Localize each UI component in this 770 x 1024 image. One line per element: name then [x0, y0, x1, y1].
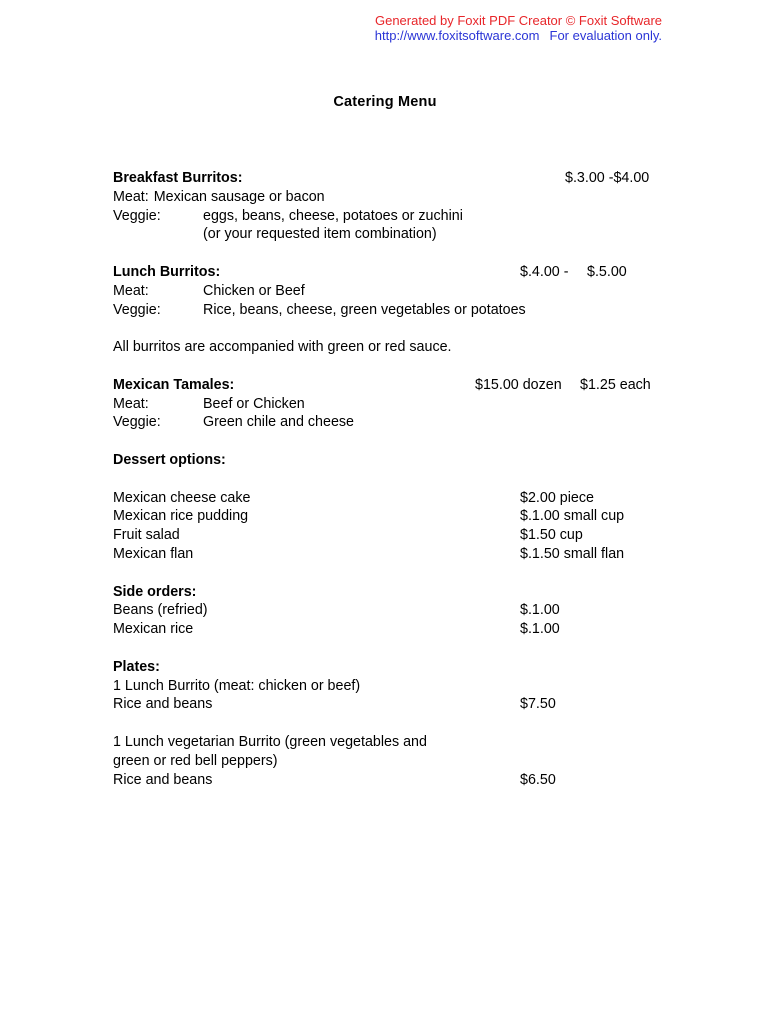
plate1-description: 1 Lunch Burrito (meat: chicken or beef): [113, 677, 361, 694]
foxit-watermark: [375, 13, 662, 43]
lunch-meat-label: Meat:: [113, 282, 149, 299]
tamales-meat-row: [113, 395, 673, 414]
lunch-price-high: $.5.00: [587, 263, 627, 280]
plate2-line2-row: [113, 752, 673, 771]
dessert-item-name: Mexican rice pudding: [113, 508, 249, 525]
tamales-meat-label: Meat:: [113, 395, 149, 412]
dessert-item-price: $.1.00 small cup: [520, 508, 625, 525]
lunch-meat-value: Chicken or Beef: [203, 282, 305, 299]
breakfast-heading: Breakfast Burritos:: [113, 170, 243, 186]
lunch-veggie-row: [113, 301, 673, 320]
plate2-line1-row: [113, 733, 673, 752]
watermark-generator-text: Generated by Foxit PDF Creator © Foxit Software: [374, 13, 662, 28]
tamales-meat-value: Beef or Chicken: [203, 395, 305, 412]
list-item: [113, 601, 673, 620]
dessert-item-price: $.1.50 small flan: [520, 545, 625, 562]
breakfast-veggie-row: [113, 207, 673, 226]
sauce-note-row: [113, 338, 673, 357]
tamales-price-dozen: $15.00 dozen: [475, 376, 562, 393]
breakfast-meat-label: Meat:: [113, 188, 149, 205]
breakfast-veggie-label: Veggie:: [113, 207, 161, 224]
list-item: [113, 545, 673, 564]
tamales-veggie-label: Veggie:: [113, 414, 161, 431]
dessert-heading-row: [113, 451, 673, 470]
watermark-second-line: [375, 28, 662, 43]
menu-content: [113, 169, 673, 789]
side-item-name: Mexican rice: [113, 621, 194, 638]
side-item-price: $.1.00: [520, 602, 560, 619]
list-item: [113, 526, 673, 545]
dessert-item-name: Mexican cheese cake: [113, 489, 251, 506]
plate2-side: Rice and beans: [113, 771, 213, 788]
plate2-description: 1 Lunch vegetarian Burrito (green vegetables and: [113, 733, 427, 750]
tamales-veggie-value: Green chile and cheese: [203, 414, 355, 431]
plate2-price: $6.50: [520, 771, 556, 788]
lunch-veggie-value: Rice, beans, cheese, green vegetables or potatoes: [203, 301, 526, 318]
breakfast-meat-row: [113, 188, 673, 207]
dessert-item-price: $2.00 piece: [520, 489, 594, 506]
breakfast-heading-row: [113, 169, 673, 188]
lunch-heading: Lunch Burritos:: [113, 263, 221, 280]
dessert-heading: Dessert options:: [113, 451, 226, 468]
plate1-line2-row: [113, 695, 673, 714]
dessert-item-price: $1.50 cup: [520, 527, 583, 544]
watermark-evaluation-note: For evaluation only.: [549, 28, 662, 43]
breakfast-price: $.3.00 -$4.00: [565, 170, 650, 186]
list-item: [113, 489, 673, 508]
sauce-note: All burritos are accompanied with green or red sauce.: [113, 339, 452, 356]
lunch-heading-row: [113, 263, 673, 282]
sides-heading: Side orders:: [113, 583, 197, 600]
dessert-item-name: Mexican flan: [113, 545, 194, 562]
breakfast-veggie-value: eggs, beans, cheese, potatoes or zuchini: [203, 207, 463, 224]
sides-heading-row: [113, 583, 673, 602]
list-item: [113, 620, 673, 639]
dessert-item-name: Fruit salad: [113, 527, 180, 544]
tamales-price-each: $1.25 each: [580, 376, 651, 393]
breakfast-veggie-note-row: [113, 225, 673, 244]
tamales-veggie-row: [113, 413, 673, 432]
page-title: Catering Menu: [333, 94, 437, 110]
breakfast-meat-value: Mexican sausage or bacon: [153, 188, 325, 205]
tamales-heading: Mexican Tamales:: [113, 376, 235, 393]
plate2-description-cont: green or red bell peppers): [113, 752, 278, 769]
side-item-price: $.1.00: [520, 621, 560, 638]
lunch-veggie-label: Veggie:: [113, 301, 161, 318]
plate2-line3-row: [113, 771, 673, 790]
plates-heading: Plates:: [113, 658, 160, 675]
plates-heading-row: [113, 658, 673, 677]
plate1-line1-row: [113, 677, 673, 696]
lunch-price-low: $.4.00 -: [520, 263, 569, 280]
breakfast-veggie-note: (or your requested item combination): [203, 226, 437, 243]
plate1-side: Rice and beans: [113, 696, 213, 713]
list-item: [113, 507, 673, 526]
tamales-heading-row: [113, 376, 673, 395]
plate1-price: $7.50: [520, 696, 556, 713]
side-item-name: Beans (refried): [113, 602, 208, 619]
lunch-meat-row: [113, 282, 673, 301]
watermark-url: http://www.foxitsoftware.com: [374, 28, 540, 43]
